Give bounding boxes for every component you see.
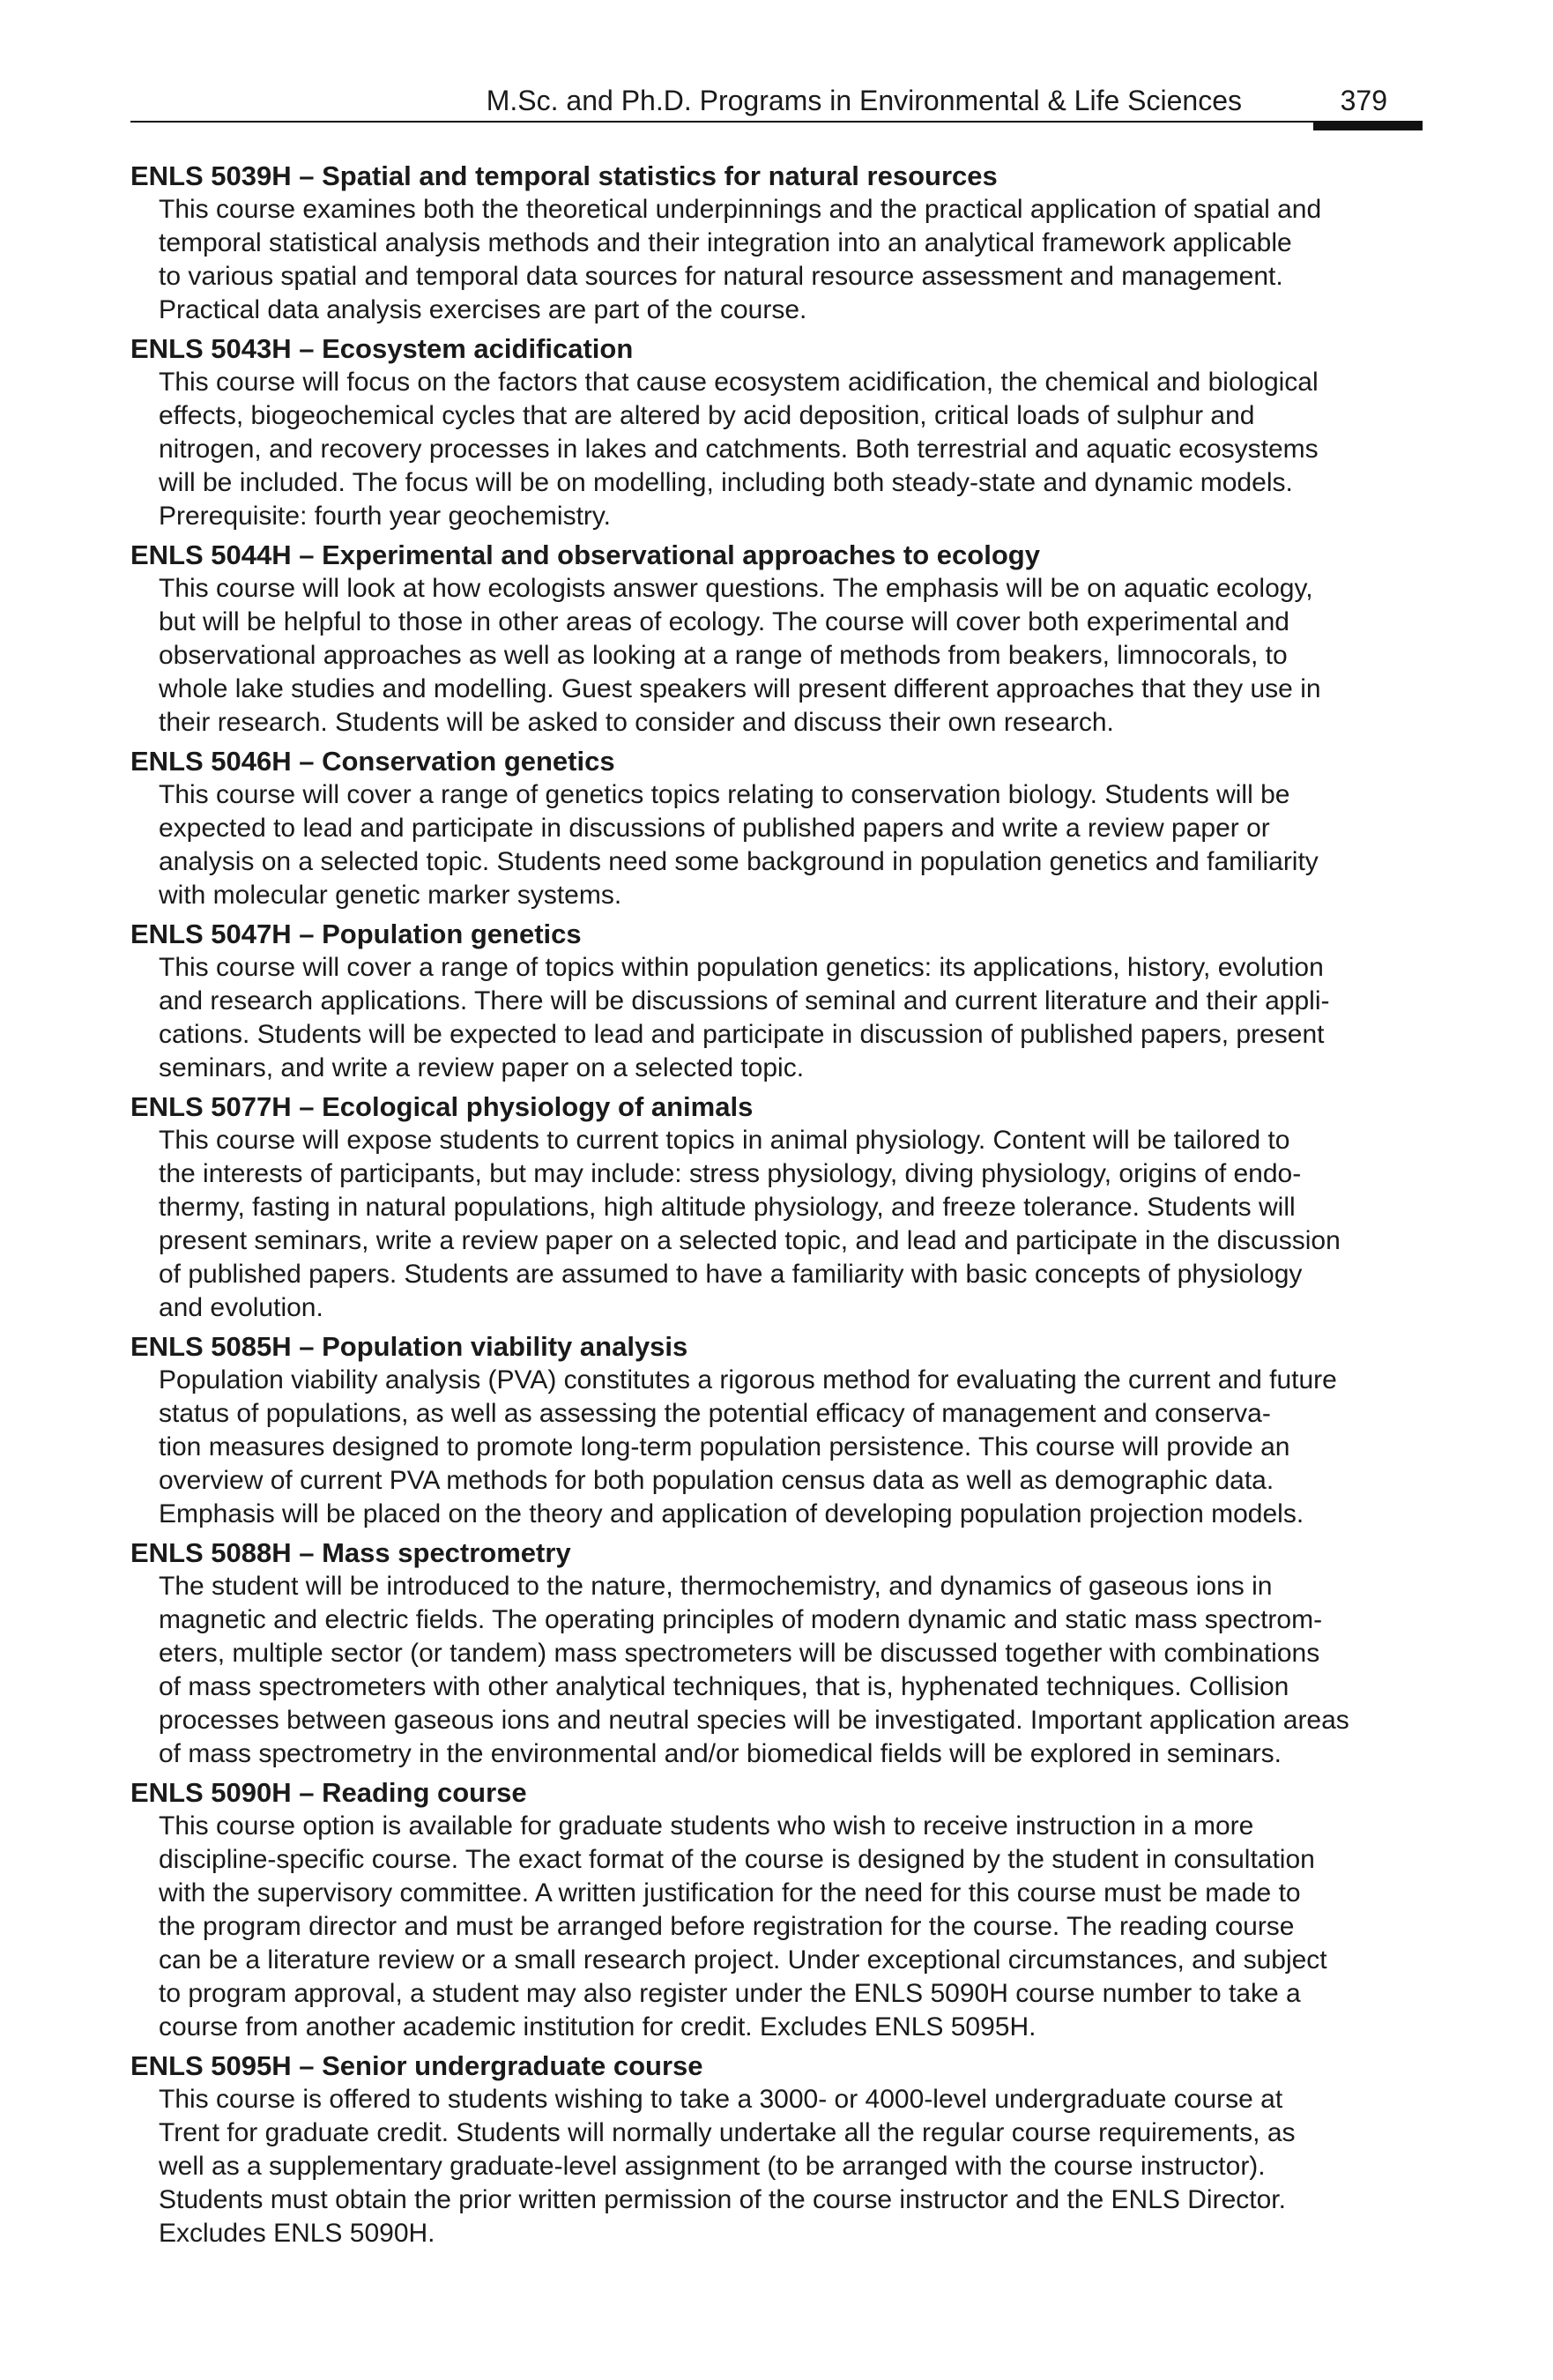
course-title: ENLS 5095H – Senior undergraduate course [130, 2050, 703, 2081]
course-entry [130, 160, 1423, 327]
course-entry [130, 745, 1423, 912]
course-entry [130, 1536, 1423, 1771]
course-title: ENLS 5046H – Conservation genetics [130, 746, 615, 777]
course-title: ENLS 5039H – Spatial and temporal statistics for natural resources [130, 160, 998, 191]
course-description: Population viability analysis (PVA) constitutes a rigorous method for evaluating the current and future status of populations, as well as assessing the potential efficacy of management and conserva- tion measures designed to promote long-term population persistence. This course will provide an overview of current PVA methods for both population census data as well as demographic data. Emphasis will be placed on the theory and application of developing population projection models. [159, 1365, 1337, 1528]
course-list [130, 160, 1423, 2256]
course-entry [130, 539, 1423, 740]
course-description: This course is offered to students wishing to take a 3000- or 4000-level undergraduate course at Trent for graduate credit. Students will normally undertake all the regular course requirements, as well as a supplementary graduate-level assignment (to be arranged with the course instructor). Students must obtain the prior written permission of the course instructor and the ENLS Director. Excludes ENLS 5090H. [159, 2085, 1296, 2248]
course-description: This course will cover a range of genetics topics relating to conservation biology. Students will be expected to lead and participate in discussions of published papers and write a review paper or analysis on a selected topic. Students need some background in population genetics and familiarity with molecular genetic marker systems. [159, 780, 1319, 910]
course-entry [130, 918, 1423, 1085]
course-description: This course option is available for graduate students who wish to receive instruction in a more discipline-specific course. The exact format of the course is designed by the student in consultation with the supervisory committee. A written justification for the need for this course must be made to the program director and must be arranged before registration for the course. The reading course can be a literature review or a small research project. Under exceptional circumstances, and subject to program approval, a student may also register under the ENLS 5090H course number to take a course from another academic institution for credit. Excludes ENLS 5095H. [159, 1811, 1327, 2042]
course-entry [130, 332, 1423, 533]
course-title: ENLS 5088H – Mass spectrometry [130, 1537, 571, 1568]
course-description: This course will expose students to current topics in animal physiology. Content will be tailored to the interests of participants, but may include: stress physiology, diving physiology, origins of endo- thermy, fasting in natural populations, high altitude physiology, and freeze tolerance. Students will present seminars, write a review paper on a selected topic, and lead and participate in the discussion of published papers. Students are assumed to have a familiarity with basic concepts of physiology and evolution. [159, 1126, 1341, 1322]
course-entry [130, 1090, 1423, 1325]
course-title: ENLS 5043H – Ecosystem acidification [130, 333, 634, 364]
running-header [130, 76, 1423, 129]
header-title: M.Sc. and Ph.D. Programs in Environmental & Life Sciences [486, 85, 1242, 116]
course-title: ENLS 5044H – Experimental and observational approaches to ecology [130, 539, 1040, 570]
course-description: This course will cover a range of topics within population genetics: its applications, history, evolution and research applications. There will be discussions of seminal and current literature and their appli- cations. Students will be expected to lead and participate in discussion of published papers, present seminars, and write a review paper on a selected topic. [159, 953, 1330, 1082]
course-entry [130, 1330, 1423, 1531]
course-description: This course will focus on the factors that cause ecosystem acidification, the chemical and biological effects, biogeochemical cycles that are altered by acid deposition, critical loads of sulphur and nitrogen, and recovery processes in lakes and catchments. Both terrestrial and aquatic ecosystems will be included. The focus will be on modelling, including both steady-state and dynamic models. Prerequisite: fourth year geochemistry. [159, 368, 1319, 531]
course-description: This course will look at how ecologists answer questions. The emphasis will be on aquatic ecology, but will be helpful to those in other areas of ecology. The course will cover both experimental and observational approaches as well as looking at a range of methods from beakers, limnocorals, to whole lake studies and modelling. Guest speakers will present different approaches that they use in their research. Students will be asked to consider and discuss their own research. [159, 574, 1321, 737]
course-title: ENLS 5085H – Population viability analysis [130, 1331, 688, 1362]
course-entry [130, 2049, 1423, 2250]
course-title: ENLS 5077H – Ecological physiology of animals [130, 1091, 754, 1122]
course-title: ENLS 5090H – Reading course [130, 1777, 527, 1808]
header-rule [130, 121, 1423, 123]
course-description: This course examines both the theoretical underpinnings and the practical application of spatial and temporal statistical analysis methods and their integration into an analytical framework applicable to various spatial and temporal data sources for natural resource assessment and management. Practical data analysis exercises are part of the course. [159, 195, 1322, 324]
course-entry [130, 1776, 1423, 2044]
course-title: ENLS 5047H – Population genetics [130, 919, 582, 949]
course-description: The student will be introduced to the nature, thermochemistry, and dynamics of gaseous ions in magnetic and electric fields. The operating principles of modern dynamic and static mass spectrom- eters, multiple sector (or tandem) mass spectrometers will be discussed together with combinations of mass spectrometers with other analytical techniques, that is, hyphenated techniques. Collision processes between gaseous ions and neutral species will be investigated. Important application areas of mass spectrometry in the environmental and/or biomedical fields will be explored in seminars. [159, 1572, 1349, 1768]
header-thumb-bar [1313, 121, 1423, 130]
page-number: 379 [1340, 85, 1387, 116]
